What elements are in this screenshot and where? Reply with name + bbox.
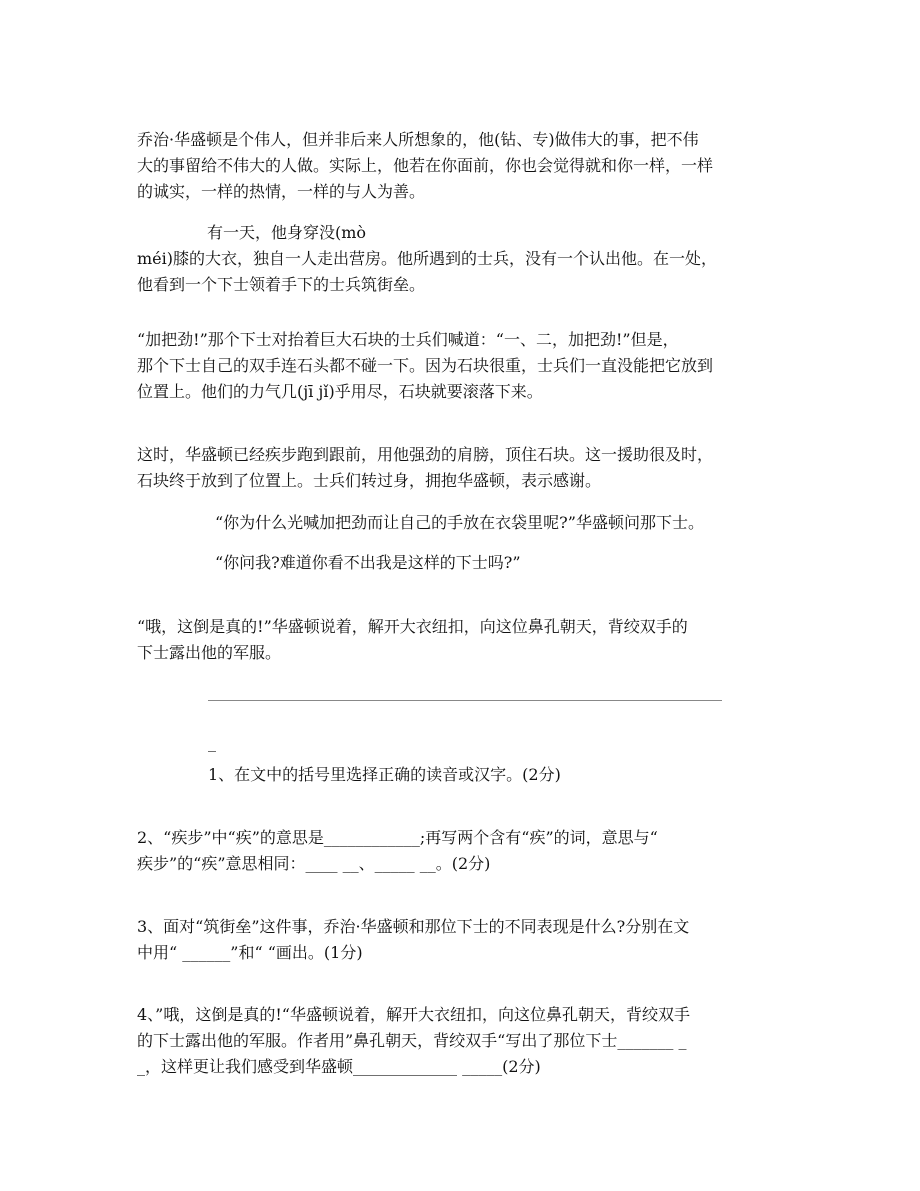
question-4 [137,1002,789,1080]
text-line: méi)膝的大衣，独自一人走出营房。他所遇到的士兵，没有一个认出他。在一处， [137,249,718,268]
text-line: 大的事留给不伟大的人做。实际上，他若在你面前，你也会觉得就和你一样，一样 [137,156,714,175]
text-line: 石块终于放到了位置上。士兵们转过身，拥抱华盛顿，表示感谢。 [137,471,602,490]
text-line: 乔治·华盛顿是个伟人，但并非后来人所想象的，他(钻、专)做伟大的事，把不伟 [137,130,699,149]
paragraph-intro [137,127,789,205]
text-line: 3、面对“筑街垒”这件事，乔治·华盛顿和那位下士的不同表现是什么?分别在文 [137,917,690,936]
question-1 [208,762,788,788]
text-line: 2、“疾步”中“疾”的意思是____________;再写两个含有“疾”的词，意思与“ [137,828,658,847]
paragraph-corporal-reply [215,550,795,576]
text-line: 的下士露出他的军服。作者用”鼻孔朝天，背绞双手“写出了那位下士_______ _ [137,1031,687,1050]
paragraph-washington-helps [137,442,789,494]
paragraph-corporal [137,327,789,405]
paragraph-uniform [137,614,789,666]
paragraph-one-day [137,220,789,298]
text-line: _，这样更让我们感受到华盛顿_____________ _____(2分) [137,1057,541,1076]
paragraph-question-to-corporal [215,510,795,536]
text-line: “你为什么光喊加把劲而让自己的手放在衣袋里呢?”华盛顿问那下士。 [215,513,704,532]
text-line: “你问我?难道你看不出我是这样的下士吗?” [215,553,521,572]
question-2 [137,825,789,877]
text-line: 这时，华盛顿已经疾步跑到跟前，用他强劲的肩膀，顶住石块。这一援助很及时， [137,445,714,464]
question-3 [137,914,789,966]
text-line: 下士露出他的军服。 [137,643,282,662]
text-line: “加把劲!”那个下士对抬着巨大石块的士兵们喊道：“一、二，加把劲!”但是， [137,330,679,349]
text-line: 他看到一个下士领着手下的士兵筑街垒。 [137,275,426,294]
text-line: 1、在文中的括号里选择正确的读音或汉字。(2分) [208,765,561,784]
divider-line [208,700,722,701]
text-line: 那个下士自己的双手连石头都不碰一下。因为石块很重，士兵们一直没能把它放到 [137,356,714,375]
text-line: 的诚实，一样的热情，一样的与人为善。 [137,182,426,201]
text-line: 疾步”的“疾”意思相同：____ __、_____ __。(2分) [137,854,491,873]
text-line: 位置上。他们的力气几(jī jǐ)乎用尽，石块就要滚落下来。 [137,382,543,401]
text-line: “哦，这倒是真的!”华盛顿说着，解开大衣纽扣，向这位鼻孔朝天，背绞双手的 [137,617,688,636]
divider-dash: _ [208,733,216,752]
text-line: 中用“ ______”和“ “画出。(1分) [137,943,363,962]
text-line: 4、”哦，这倒是真的!“华盛顿说着，解开大衣纽扣，向这位鼻孔朝天，背绞双手 [137,1005,690,1024]
text-line: 有一天，他身穿没(mò [207,223,367,242]
